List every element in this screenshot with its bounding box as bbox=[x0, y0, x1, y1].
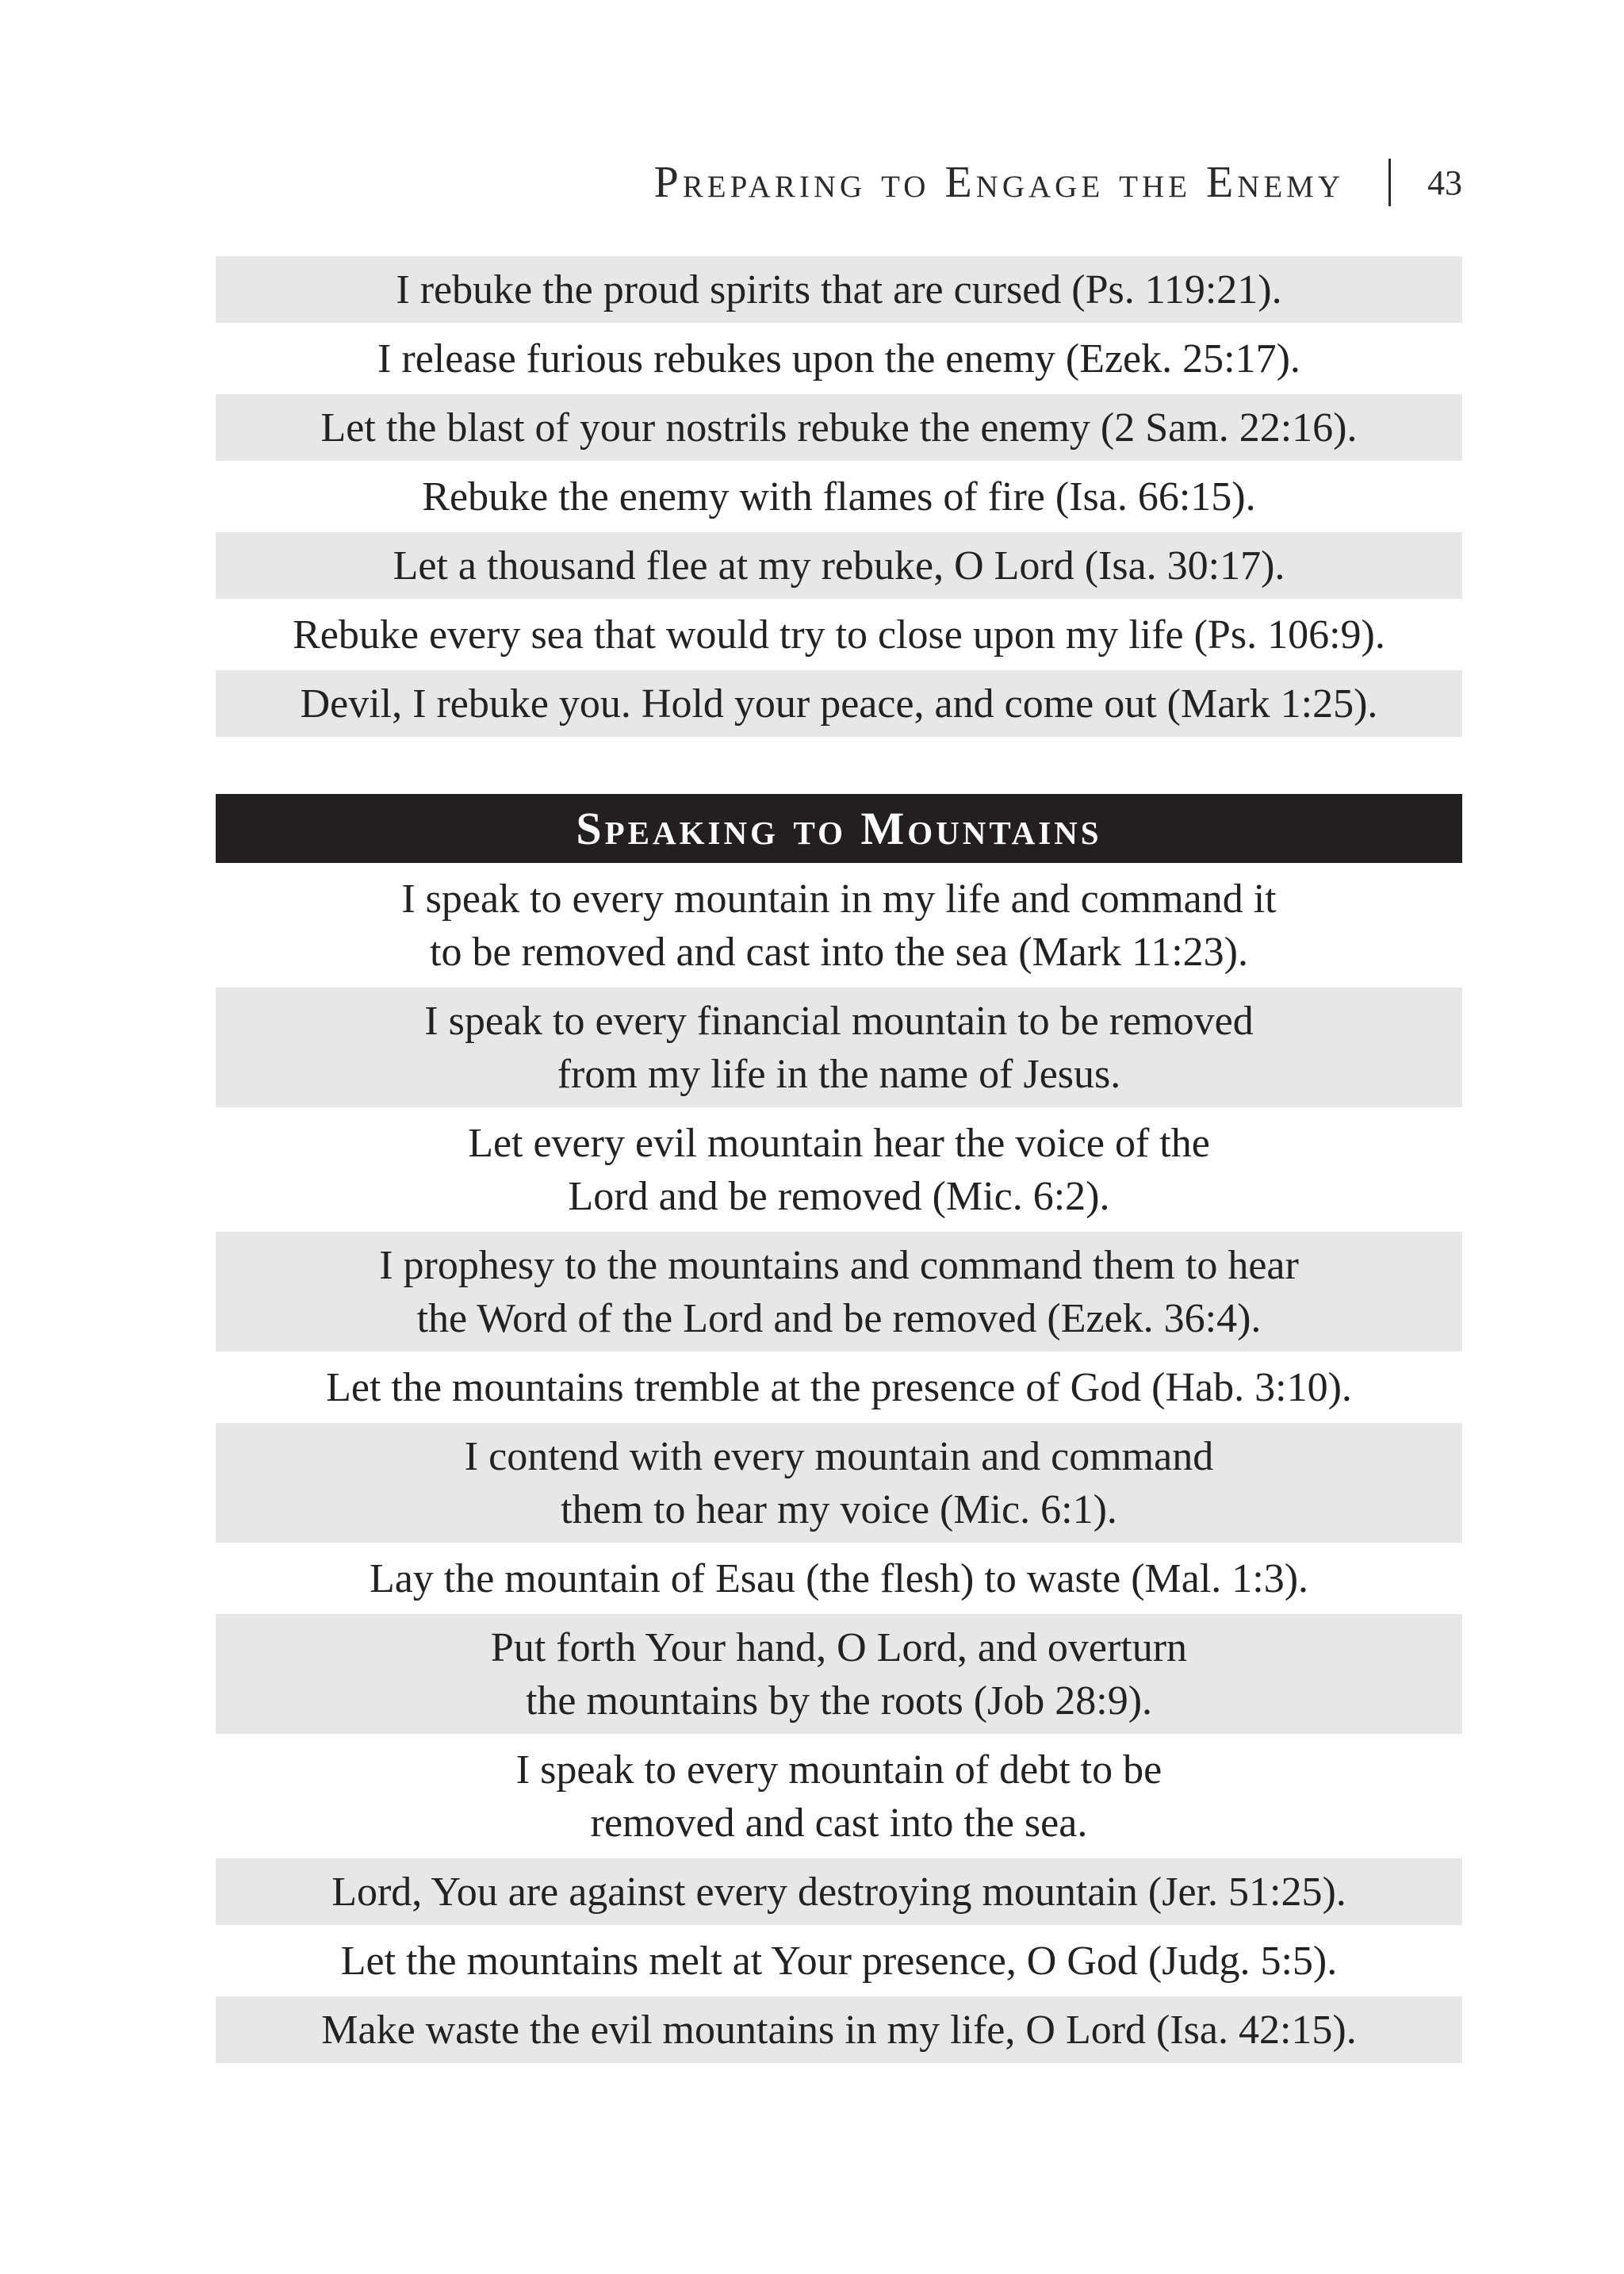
prayer-line: Lay the mountain of Esau (the flesh) to waste (Mal. 1:3). bbox=[369, 1555, 1309, 1601]
prayer-row bbox=[216, 325, 1462, 392]
prayer-row bbox=[216, 1110, 1462, 1229]
prayer-line: Put forth Your hand, O Lord, and overturn bbox=[490, 1624, 1188, 1670]
prayer-line: the mountains by the roots (Job 28:9). bbox=[525, 1678, 1153, 1724]
prayer-row bbox=[216, 987, 1462, 1107]
prayer-row bbox=[216, 532, 1462, 599]
prayer-line: them to hear my voice (Mic. 6:1). bbox=[561, 1486, 1117, 1532]
prayer-row bbox=[216, 394, 1462, 461]
prayer-line: I prophesy to the mountains and command them to hear bbox=[379, 1242, 1299, 1288]
prayer-row bbox=[216, 1423, 1462, 1543]
prayer-line: I speak to every mountain in my life and command it bbox=[401, 876, 1277, 922]
prayer-line: Make waste the evil mountains in my life, O Lord (Isa. 42:15). bbox=[321, 2007, 1357, 2053]
prayer-row bbox=[216, 463, 1462, 530]
prayer-row bbox=[216, 670, 1462, 737]
prayer-line: to be removed and cast into the sea (Mark 11:23). bbox=[430, 929, 1248, 975]
prayer-line: I speak to every mountain of debt to be bbox=[515, 1747, 1162, 1793]
prayer-line: Lord, You are against every destroying mountain (Jer. 51:25). bbox=[331, 1869, 1346, 1915]
prayer-row bbox=[216, 1927, 1462, 1994]
prayer-line: I contend with every mountain and command bbox=[464, 1433, 1214, 1479]
prayer-line: Rebuke the enemy with flames of fire (Isa. 66:15). bbox=[422, 474, 1256, 520]
prayer-line: the Word of the Lord and be removed (Ezek. 36:4). bbox=[416, 1295, 1262, 1341]
prayer-row bbox=[216, 601, 1462, 668]
rebuke-prayer-table bbox=[216, 256, 1462, 739]
prayer-line: from my life in the name of Jesus. bbox=[557, 1051, 1121, 1097]
prayer-row bbox=[216, 1996, 1462, 2063]
prayer-row bbox=[216, 1354, 1462, 1421]
section-heading: Speaking to Mountains bbox=[216, 794, 1462, 863]
running-header-title: Preparing to Engage the Enemy bbox=[653, 158, 1344, 207]
header-divider bbox=[1388, 159, 1391, 206]
prayer-line: Let a thousand flee at my rebuke, O Lord (Isa. 30:17). bbox=[393, 543, 1285, 589]
prayer-row bbox=[216, 256, 1462, 323]
prayer-line: Lord and be removed (Mic. 6:2). bbox=[568, 1173, 1110, 1219]
prayer-row bbox=[216, 1232, 1462, 1352]
prayer-line: Let every evil mountain hear the voice of the bbox=[468, 1120, 1210, 1166]
prayer-line: I rebuke the proud spirits that are cursed (Ps. 119:21). bbox=[396, 267, 1282, 313]
prayer-row bbox=[216, 1545, 1462, 1612]
prayer-row bbox=[216, 1614, 1462, 1734]
prayer-line: Let the mountains melt at Your presence, O God (Judg. 5:5). bbox=[340, 1938, 1338, 1984]
page-number: 43 bbox=[1427, 163, 1462, 202]
prayer-line: removed and cast into the sea. bbox=[590, 1800, 1088, 1846]
prayer-row bbox=[216, 1858, 1462, 1925]
prayer-row bbox=[216, 1736, 1462, 1856]
running-header bbox=[216, 155, 1462, 210]
prayer-line: Let the blast of your nostrils rebuke the enemy (2 Sam. 22:16). bbox=[320, 405, 1358, 451]
mountains-prayer-table bbox=[216, 794, 1462, 2065]
prayer-line: I speak to every financial mountain to be removed bbox=[424, 998, 1254, 1044]
prayer-line: Rebuke every sea that would try to close upon my life (Ps. 106:9). bbox=[293, 612, 1385, 658]
prayer-row bbox=[216, 865, 1462, 985]
prayer-line: Devil, I rebuke you. Hold your peace, and come out (Mark 1:25). bbox=[300, 681, 1378, 727]
prayer-line: I release furious rebukes upon the enemy (Ezek. 25:17). bbox=[377, 336, 1300, 382]
prayer-line: Let the mountains tremble at the presence of God (Hab. 3:10). bbox=[326, 1364, 1352, 1410]
